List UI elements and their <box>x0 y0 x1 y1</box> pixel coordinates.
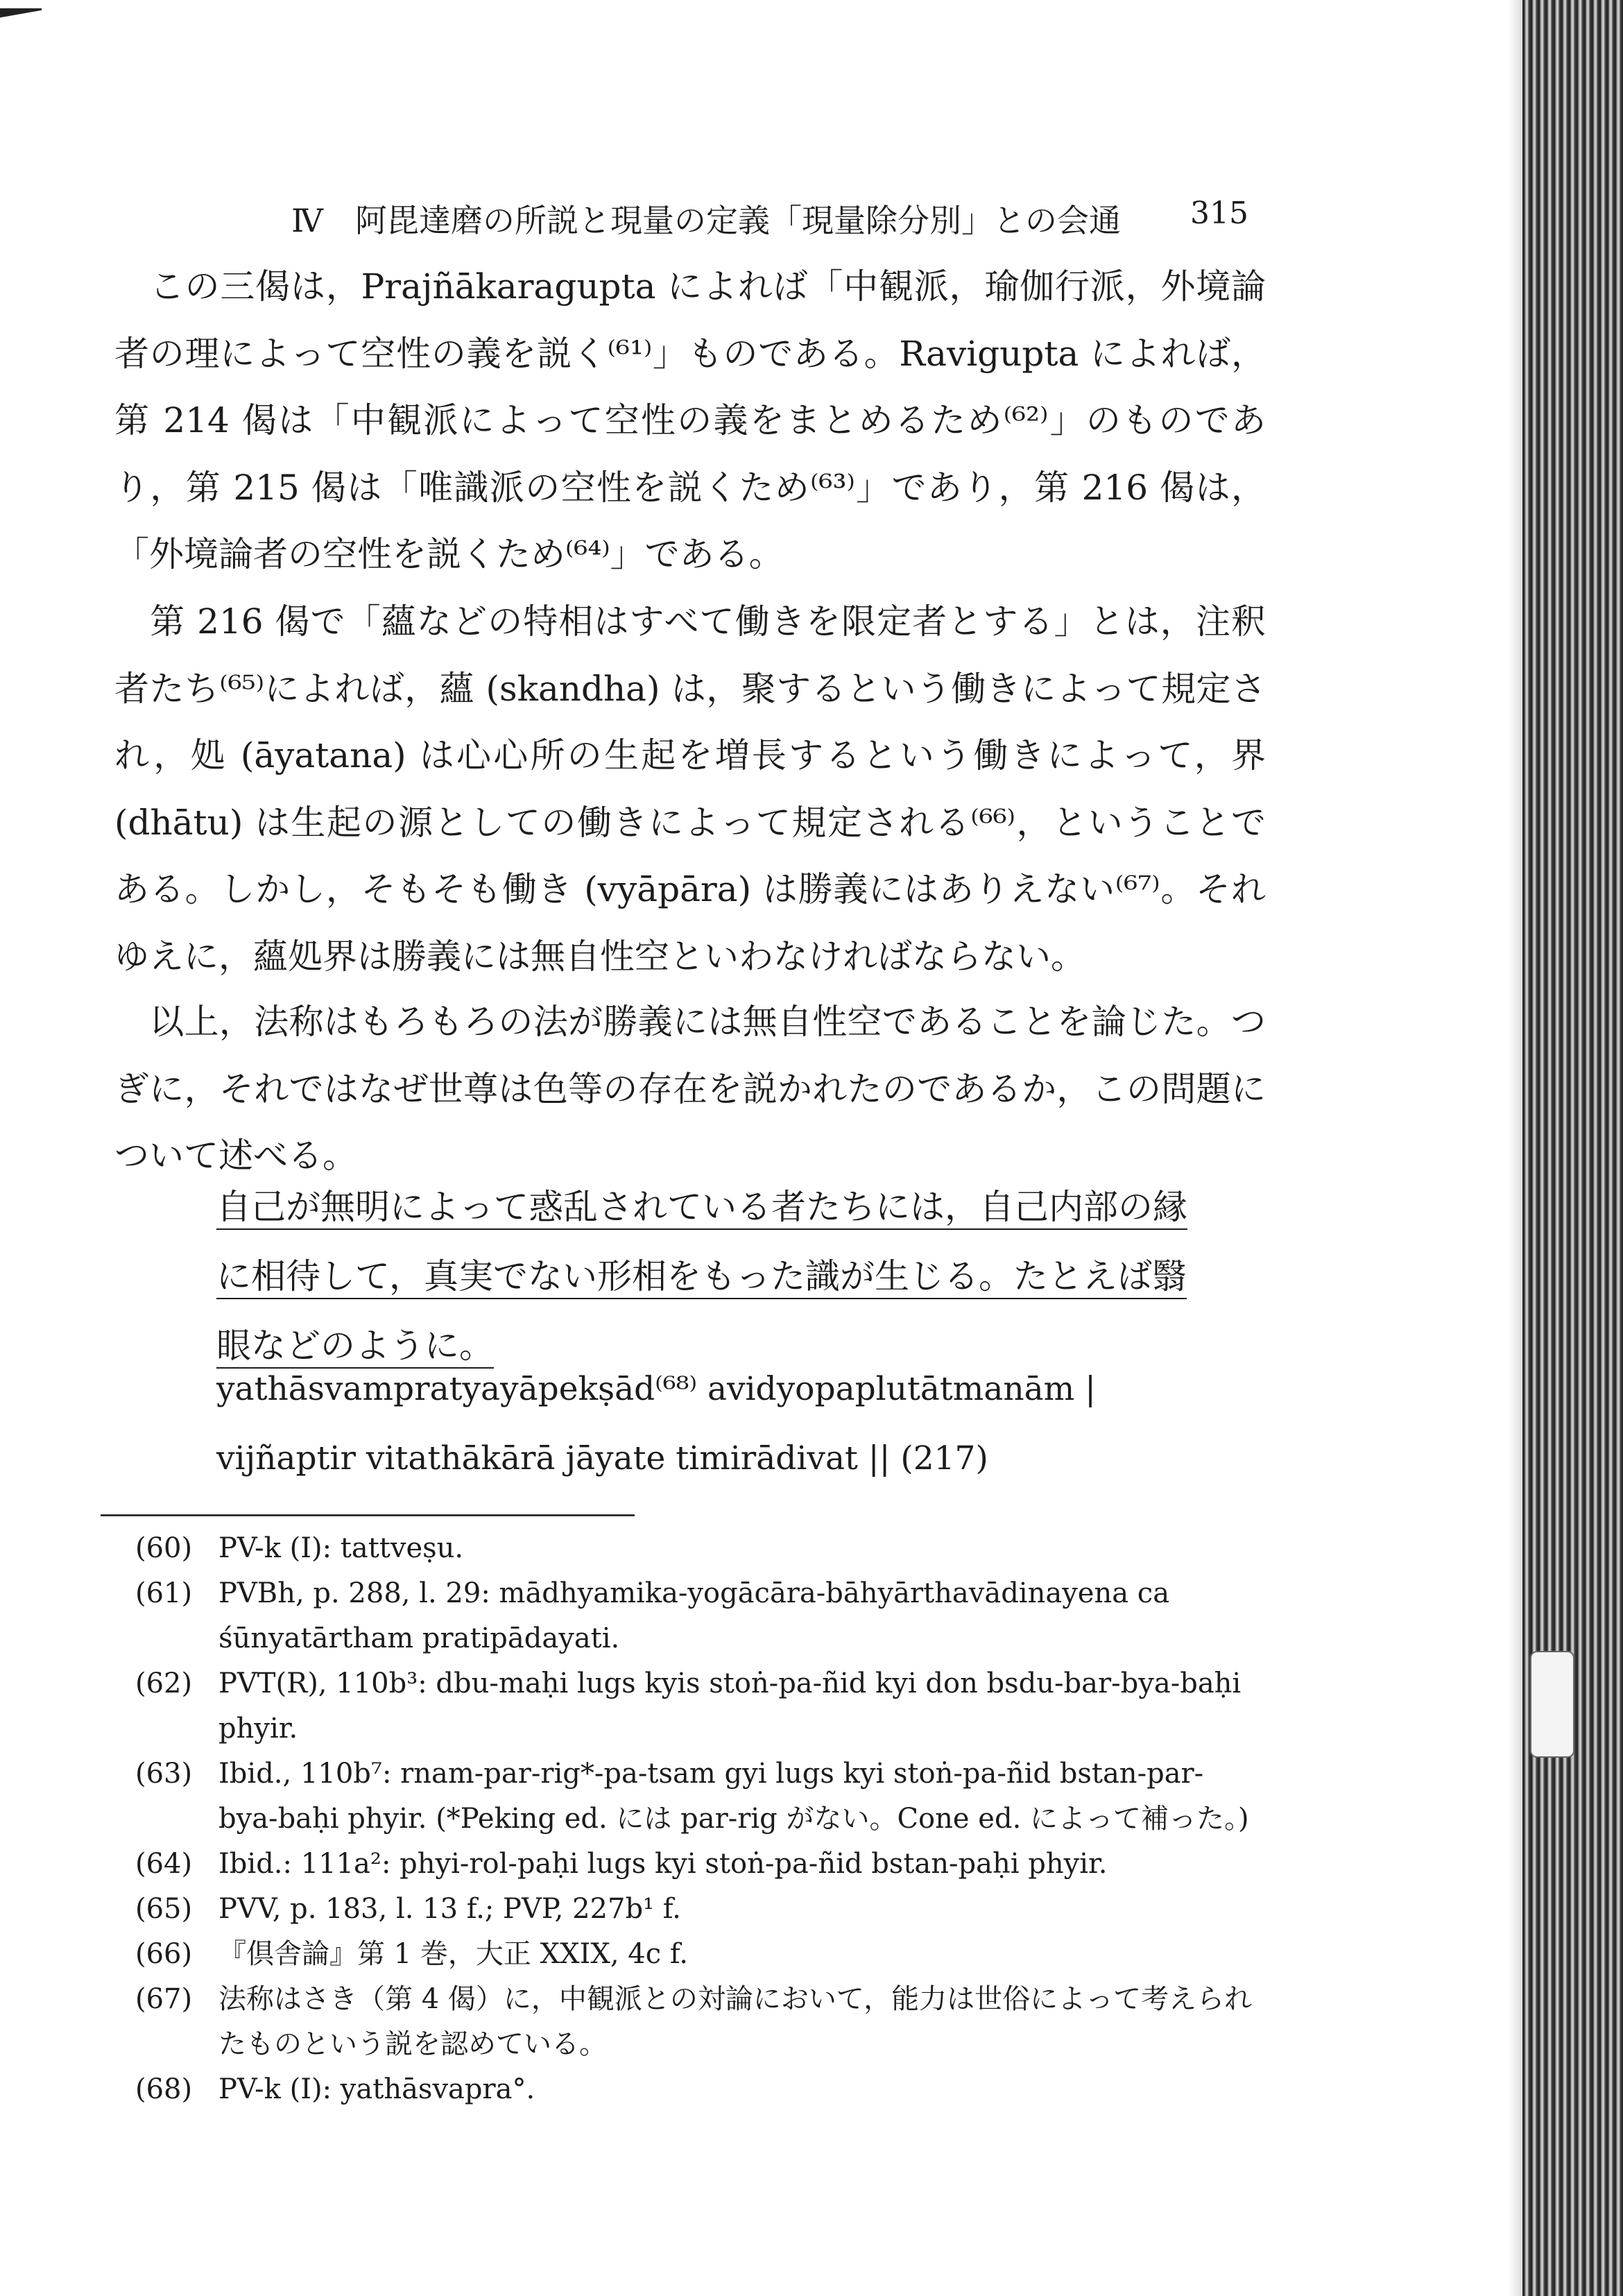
footnote-text: PVT(R), 110b³: dbu-maḥi lugs kyis stoṅ-pa-ñid kyi don bsdu-bar-bya-baḥi phyir. <box>218 1668 1242 1745</box>
footnote-number: (63) <box>135 1758 193 1790</box>
footnote-list <box>135 1526 1259 2112</box>
footnote-number: (66) <box>135 1938 193 1970</box>
verse-sanskrit-line-1: yathāsvampratyayāpekṣād⁽⁶⁸⁾ avidyopaplutātmanām | <box>216 1370 1096 1408</box>
footnote <box>135 1932 1259 1977</box>
footnote <box>135 2067 1259 2112</box>
footnote <box>135 1887 1259 1932</box>
footnote <box>135 1526 1259 1571</box>
footnote-number: (68) <box>135 2073 193 2105</box>
footnote <box>135 1661 1259 1751</box>
footnote-text: Ibid., 110b⁷: rnam-par-rig*-pa-tsam gyi lugs kyi stoṅ-pa-ñid bstan-par-bya-baḥi phyir. (*Peking ed. には par-rig がない。Cone ed. によって補った。) <box>218 1758 1249 1835</box>
body-paragraph-2 <box>114 588 1266 990</box>
footnote-text: PV-k (I): yathāsvapra°. <box>218 2073 535 2105</box>
body-paragraph-3 <box>114 988 1266 1190</box>
page-number: 315 <box>1190 196 1248 231</box>
running-header-title: Ⅳ 阿毘達磨の所説と現量の定義「現量除分別」との会通 <box>291 202 1121 239</box>
footnote <box>135 1842 1259 1887</box>
footnote-text: 法称はさき（第 4 偈）に，中観派との対論において，能力は世俗によって考えられたものという説を認めている。 <box>218 1983 1253 2060</box>
footnote-number: (60) <box>135 1532 193 1564</box>
footnote <box>135 1977 1259 2067</box>
footnote-number: (65) <box>135 1893 193 1925</box>
binding-shadow <box>1509 0 1522 2296</box>
footnote-text: PV-k (I): tattveṣu. <box>218 1532 464 1564</box>
footnote-text: PVV, p. 183, l. 13 f.; PVP, 227b¹ f. <box>218 1893 681 1925</box>
scan-corner-mark <box>0 8 42 24</box>
page-clip <box>1530 1651 1574 1758</box>
footnote <box>135 1571 1259 1661</box>
footnote-number: (61) <box>135 1577 193 1609</box>
body-paragraph-1-text: この三偈は，Prajñākaragupta によれば「中観派，瑜伽行派，外境論者の理によって空性の義を説く⁽⁶¹⁾」ものである。Ravigupta によれば，第 214 偈は「中観派によって空性の義をまとめるため⁽⁶²⁾」のものであり，第 215 偈は「唯識派の空性を説くため⁽⁶³⁾」であり，第 216 偈は，「外境論者の空性を説くため⁽⁶⁴⁾」である。 <box>114 266 1266 574</box>
footnote-text: PVBh, p. 288, l. 29: mādhyamika-yogācāra-bāhyārthavādinayena ca śūnyatārtham pratipādayati. <box>218 1577 1170 1654</box>
verse-sanskrit-line-2: vijñaptir vitathākārā jāyate timirādivat || (217) <box>216 1439 988 1477</box>
footnote-separator <box>101 1514 635 1516</box>
footnote-number: (67) <box>135 1983 193 2015</box>
body-paragraph-2-text: 第 216 偈で「蘊などの特相はすべて働きを限定者とする」とは，注釈者たち⁽⁶⁵⁾によれば，蘊 (skandha) は，聚するという働きによって規定され，処 (āyatana) は心心所の生起を増長するという働きによって，界 (dhātu) は生起の源としての働きによって規定される⁽⁶⁶⁾，ということである。しかし，そもそも働き (vyāpāra) は勝義にはありえない⁽⁶⁷⁾。それゆえに，蘊処界は勝義には無自性空といわなければならない。 <box>114 601 1266 977</box>
footnote <box>135 1751 1259 1842</box>
body-paragraph-3-text: 以上，法称はもろもろの法が勝義には無自性空であることを論じた。つぎに，それではなぜ世尊は色等の存在を説かれたのであるか，この問題について述べる。 <box>114 1002 1266 1176</box>
footnote-number: (64) <box>135 1848 193 1880</box>
body-paragraph-1 <box>114 253 1266 588</box>
book-page-edges <box>1522 0 1623 2296</box>
verse-translation: 自己が無明によって惑乱されている者たちには，自己内部の縁に相待して，真実でない形相をもった識が生じる。たとえば翳眼などのように。 <box>216 1187 1187 1366</box>
footnote-text: Ibid.: 111a²: phyi-rol-paḥi lugs kyi stoṅ-pa-ñid bstan-paḥi phyir. <box>218 1848 1108 1880</box>
running-header <box>291 196 1248 244</box>
footnote-text: 『倶舎論』第 1 巻，大正 XXIX, 4c f. <box>218 1938 688 1970</box>
footnote-number: (62) <box>135 1668 193 1699</box>
